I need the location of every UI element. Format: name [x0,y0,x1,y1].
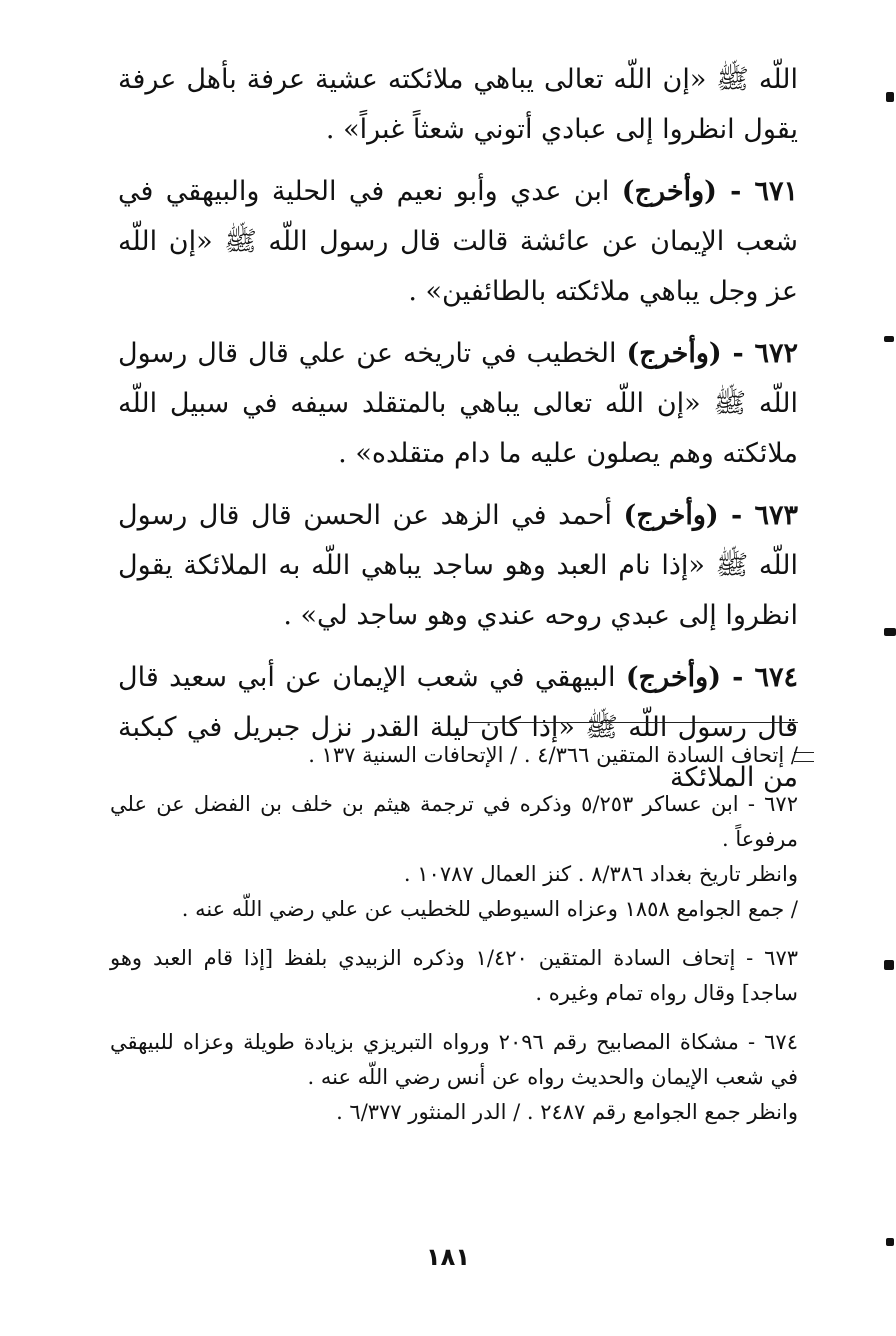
scan-edge-mark [886,92,894,102]
footnotes [110,738,798,1144]
footnote-text: ٦٧٢ - ابن عساكر ٥/٢٥٣ وذكره في ترجمة هيثم بن خلف بن الفضل عن علي مرفوعاً . [110,792,798,851]
main-text [118,55,798,815]
page-number: ١٨١ [426,1243,470,1271]
scan-edge-mark [884,336,894,342]
footnote-separator [468,722,798,723]
hadith-number: ٦٧٢ - (وأخرج) [626,338,798,369]
footnote-text: ٦٧٣ - إتحاف السادة المتقين ١/٤٢٠ وذكره الزبيدي بلفظ [إذا قام العبد وهو ساجد] وقال رواه تمام وغيره . [110,946,799,1005]
footnote-text: وانظر تاريخ بغداد ٨/٣٨٦ . كنز العمال ١٠٧٨٧ . [403,862,798,886]
paragraph-text: ابن عدي وأبو نعيم في الحلية والبيهقي في شعب الإيمان عن عائشة قالت قال رسول اللّه ﷺ «إن اللّه عز وجل يباهي ملائكته بالطائفين» . [118,176,798,307]
paragraph-continuation [118,55,798,155]
scan-edge-mark [884,628,896,636]
footnote-text: وانظر جمع الجوامع رقم ٢٤٨٧ . / الدر المنثور ٦/٣٧٧ . [336,1100,798,1124]
paragraph-text: الخطيب في تاريخه عن علي قال قال رسول اللّه ﷺ «إن اللّه تعالى يباهي بالمتقلد سيفه في سبيل اللّه ملائكته وهم يصلون عليه ما دام متقلده» . [118,338,798,469]
hadith-number: ٦٧٣ - (وأخرج) [623,500,798,531]
paragraph-text: البيهقي في شعب الإيمان عن أبي سعيد قال قال رسول اللّه ﷺ «إذا كان ليلة القدر نزل جبريل في كبكبة من الملائكة [118,662,799,793]
paragraph-672 [118,329,798,479]
paragraph-text: أحمد في الزهد عن الحسن قال قال رسول اللّه ﷺ «إذا نام العبد وهو ساجد يباهي اللّه به الملائكة يقول انظروا إلى عبدي روحه عندي وهو ساجد لي» . [118,500,798,631]
paragraph-671 [118,167,798,317]
footnote-673 [110,941,798,1011]
scan-edge-mark [886,1238,894,1246]
footnote-text: / جمع الجوامع ١٨٥٨ وعزاه السيوطي للخطيب عن علي رضي اللّه عنه . [181,897,798,921]
footnote-674 [110,1025,798,1130]
scan-edge-mark [884,960,894,970]
footnote-text: ٦٧٤ - مشكاة المصابيح رقم ٢٠٩٦ ورواه التبريزي بزيادة طويلة وعزاه للبيهقي في شعب الإيمان والحديث رواه عن أنس رضي اللّه عنه . [110,1030,798,1089]
footnote-continuation [110,738,798,773]
footnote-text: / إتحاف السادة المتقين ٤/٣٦٦ . / الإتحافات السنية ١٣٧ . [308,743,798,767]
paragraph-text: اللّه ﷺ «إن اللّه تعالى يباهي ملائكته عشية عرفة بأهل عرفة يقول انظروا إلى عبادي أتوني شعثاً غبراً» . [118,64,798,145]
paragraph-673 [118,491,798,641]
hadith-number: ٦٧٤ - (وأخرج) [625,662,798,693]
footnote-672 [110,787,798,927]
hadith-number: ٦٧١ - (وأخرج) [621,176,798,207]
